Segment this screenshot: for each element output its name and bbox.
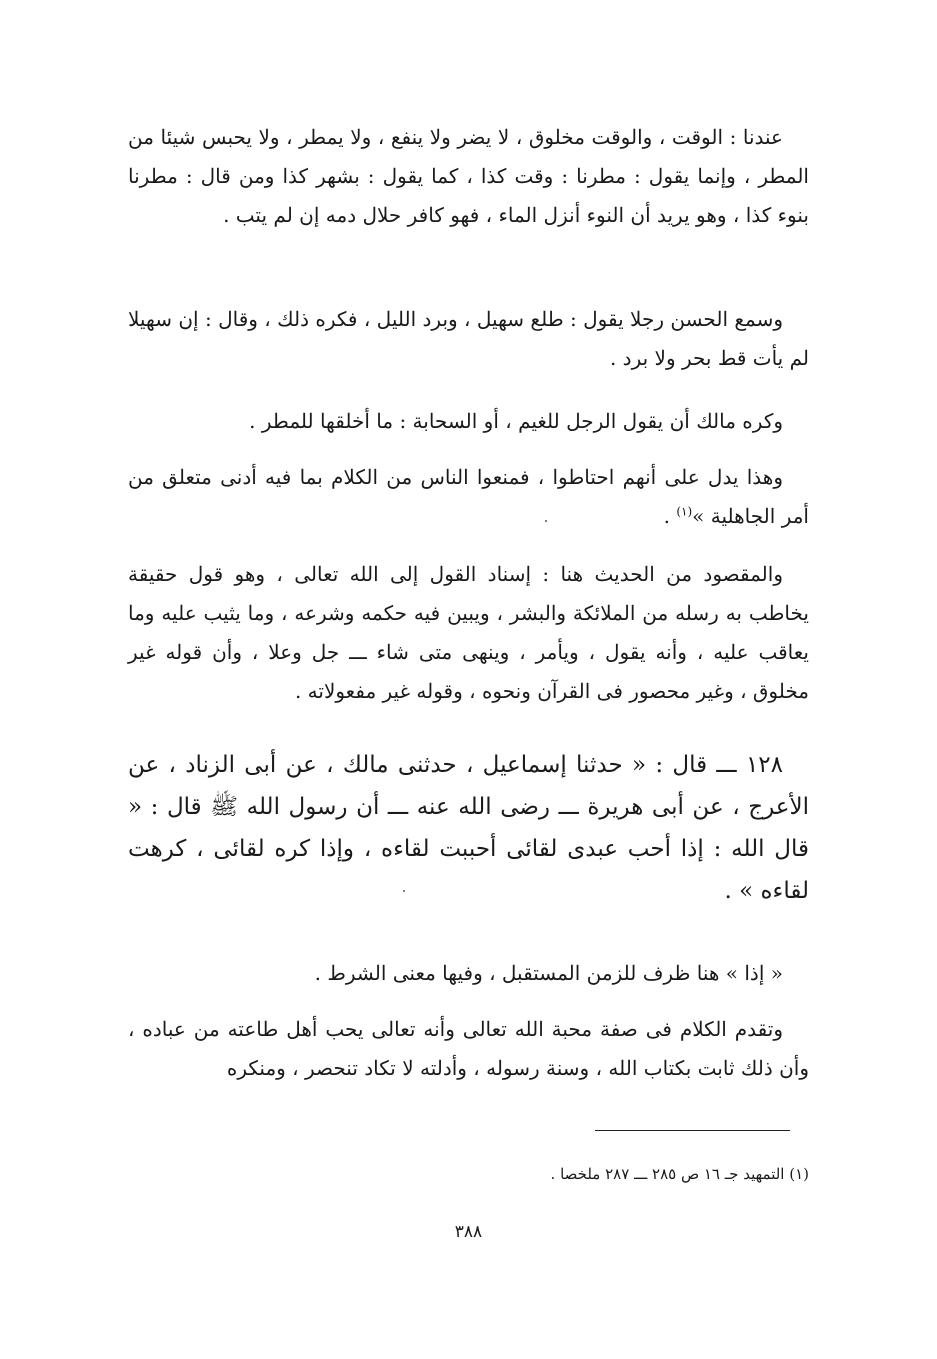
paragraph-4: [128, 458, 809, 536]
paragraph-4-text: وهذا يدل على أنهم احتاطوا ، فمنعوا الناس من الكلام بما فيه أدنى متعلق من أمر الجاهلية »: [128, 465, 809, 528]
paragraph-7: « إذا » هنا ظرف للزمن المستقبل ، وفيها معنى الشرط .: [314, 961, 783, 985]
paragraph-8: وتقدم الكلام فى صفة محبة الله تعالى وأنه تعالى يحب أهل طاعته من عباده ، وأن ذلك ثابت بكتاب الله ، وسنة رسوله ، وأدلته لا تكاد تنحصر ، ومنكره: [128, 1017, 809, 1080]
paragraph-4-end: .: [663, 504, 677, 528]
hadith-128: ١٢٨ ـــ قال : « حدثنا إسماعيل ، حدثنى مالك ، عن أبى الزناد ، عن الأعرج ، عن أبى هريرة ـــ رضى الله عنه ـــ أن رسول الله ﷺ قال : « قال الله : إذا أحب عبدى لقائى أحببت لقاءه ، وإذا كره لقائى ، كرهت لقاءه » .: [128, 752, 809, 904]
paragraph-1: عندنا : الوقت ، والوقت مخلوق ، لا يضر ولا ينفع ، ولا يمطر ، ولا يحبس شيئا من المطر ، وإنما يقول : مطرنا : وقت كذا ، كما يقول : بشهر كذا ومن قال : مطرنا بنوء كذا ، وهو يريد أن النوء أنزل الماء ، فهو كافر حلال دمه إن لم يتب .: [128, 125, 809, 227]
page-number: ٣٨٨: [454, 1222, 483, 1242]
scan-speck: [403, 890, 405, 892]
paragraph-2: وسمع الحسن رجلا يقول : طلع سهيل ، وبرد الليل ، فكره ذلك ، وقال : إن سهيلا لم يأت قط بحر ولا برد .: [128, 307, 809, 370]
footnote-separator: [595, 1130, 790, 1131]
paragraph-5: والمقصود من الحديث هنا : إسناد القول إلى الله تعالى ، وهو قول حقيقة يخاطب به رسله من الملائكة والبشر ، ويبين فيه حكمه وشرعه ، وما يثيب عليه وما يعاقب عليه ، وأنه يقول ، ويأمر ، وينهى متى شاء ـــ جل وعلا ، وأن قوله غير مخلوق ، وغير محصور فى القرآن ونحوه ، وقوله غير مفعولاته .: [128, 562, 809, 703]
scan-speck: [545, 520, 547, 522]
footnote-reference: (١): [676, 504, 693, 519]
footnote: (١) التمهيد جـ ١٦ ص ٢٨٥ ـــ ٢٨٧ ملخصا .: [550, 1165, 809, 1183]
paragraph-3: وكره مالك أن يقول الرجل للغيم ، أو السحابة : ما أخلقها للمطر .: [249, 409, 783, 433]
